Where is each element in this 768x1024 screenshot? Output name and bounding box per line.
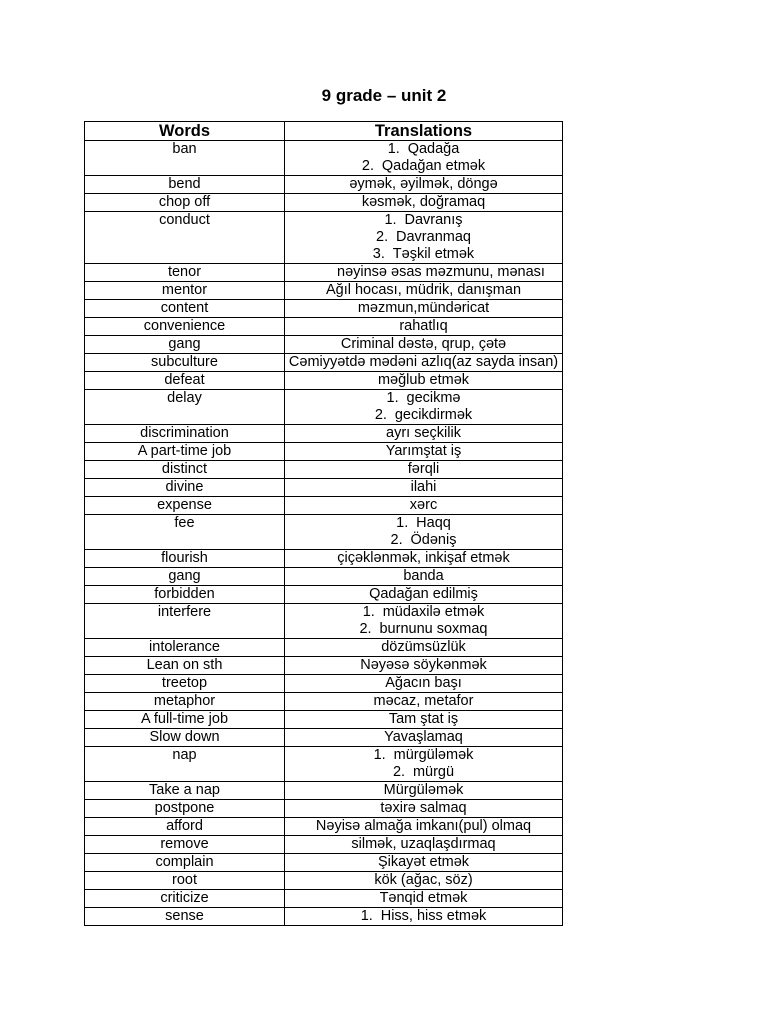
table-row bbox=[85, 747, 563, 782]
word-cell: complain bbox=[85, 854, 285, 872]
translation-text: mürgüləmək bbox=[393, 747, 474, 763]
table-row bbox=[85, 461, 563, 479]
translation-cell: rahatlıq bbox=[285, 318, 563, 336]
translation-cell: dözümsüzlük bbox=[285, 639, 563, 657]
translation-cell: xərc bbox=[285, 497, 563, 515]
table-row bbox=[85, 141, 563, 176]
word-cell: A full-time job bbox=[85, 711, 285, 729]
table-row bbox=[85, 497, 563, 515]
translation-cell bbox=[285, 390, 563, 425]
translation-cell: Yavaşlamaq bbox=[285, 729, 563, 747]
translation-text: Davranmaq bbox=[396, 229, 471, 245]
word-cell: postpone bbox=[85, 800, 285, 818]
table-row bbox=[85, 443, 563, 461]
translation-list-item bbox=[287, 390, 560, 407]
translation-cell: Cəmiyyətdə mədəni azlıq(az sayda insan) bbox=[285, 354, 563, 372]
word-cell: distinct bbox=[85, 461, 285, 479]
translation-cell: Ağacın başı bbox=[285, 675, 563, 693]
translation-cell: çiçəklənmək, inkişaf etmək bbox=[285, 550, 563, 568]
list-number: 1. bbox=[396, 515, 409, 531]
table-row bbox=[85, 872, 563, 890]
list-number: 2. bbox=[392, 764, 406, 780]
translation-cell: Nəyisə almağa imkanı(pul) olmaq bbox=[285, 818, 563, 836]
table-row bbox=[85, 212, 563, 264]
table-row bbox=[85, 800, 563, 818]
translation-cell: təxirə salmaq bbox=[285, 800, 563, 818]
table-row bbox=[85, 300, 563, 318]
translation-text: gecikdirmək bbox=[394, 407, 473, 423]
table-row bbox=[85, 782, 563, 800]
table-row bbox=[85, 176, 563, 194]
page-title: 9 grade – unit 2 bbox=[321, 86, 447, 105]
translation-list-item bbox=[287, 141, 560, 158]
table-row bbox=[85, 550, 563, 568]
table-row bbox=[85, 568, 563, 586]
translations-column-header: Translations bbox=[285, 122, 563, 141]
translation-text: Haqq bbox=[416, 515, 451, 531]
table-row bbox=[85, 264, 563, 282]
word-cell: mentor bbox=[85, 282, 285, 300]
translation-text: Hiss, hiss etmək bbox=[380, 908, 487, 924]
translation-cell: Ağıl hocası, müdrik, danışman bbox=[285, 282, 563, 300]
word-cell: delay bbox=[85, 390, 285, 425]
word-cell: root bbox=[85, 872, 285, 890]
table-row bbox=[85, 425, 563, 443]
word-cell: content bbox=[85, 300, 285, 318]
list-number: 2. bbox=[376, 229, 389, 245]
word-cell: defeat bbox=[85, 372, 285, 390]
list-number: 3. bbox=[372, 246, 385, 262]
translation-text: Təşkil etmək bbox=[392, 246, 475, 262]
translation-cell: banda bbox=[285, 568, 563, 586]
translation-list-item bbox=[287, 908, 560, 925]
list-number: 1. bbox=[386, 390, 399, 406]
word-cell: A part-time job bbox=[85, 443, 285, 461]
translation-text: Davranış bbox=[404, 212, 463, 228]
list-number: 1. bbox=[360, 908, 373, 924]
translation-list-item bbox=[287, 212, 560, 229]
word-cell: expense bbox=[85, 497, 285, 515]
translation-cell: Tənqid etmək bbox=[285, 890, 563, 908]
translation-text: Ödəniş bbox=[410, 532, 457, 548]
word-cell: chop off bbox=[85, 194, 285, 212]
word-cell: flourish bbox=[85, 550, 285, 568]
translation-text: burnunu soxmaq bbox=[379, 621, 488, 637]
translation-cell: Yarımştat iş bbox=[285, 443, 563, 461]
translation-cell: Nəyəsə söykənmək bbox=[285, 657, 563, 675]
word-cell: discrimination bbox=[85, 425, 285, 443]
word-cell: conduct bbox=[85, 212, 285, 264]
table-row bbox=[85, 908, 563, 926]
table-row bbox=[85, 729, 563, 747]
translation-cell bbox=[285, 908, 563, 926]
word-cell: metaphor bbox=[85, 693, 285, 711]
table-row bbox=[85, 890, 563, 908]
list-number: 2. bbox=[361, 158, 374, 174]
list-number: 1. bbox=[384, 212, 397, 228]
table-row bbox=[85, 318, 563, 336]
translation-cell: fərqli bbox=[285, 461, 563, 479]
table-row bbox=[85, 639, 563, 657]
list-number: 1. bbox=[362, 604, 375, 620]
words-column-header: Words bbox=[85, 122, 285, 141]
table-row bbox=[85, 336, 563, 354]
table-row bbox=[85, 818, 563, 836]
translation-cell: ilahi bbox=[285, 479, 563, 497]
list-number: 2. bbox=[390, 532, 403, 548]
table-row bbox=[85, 479, 563, 497]
word-cell: convenience bbox=[85, 318, 285, 336]
list-number: 1. bbox=[373, 747, 386, 763]
translation-cell bbox=[285, 141, 563, 176]
word-cell: bend bbox=[85, 176, 285, 194]
table-row bbox=[85, 586, 563, 604]
word-cell: nap bbox=[85, 747, 285, 782]
table-row bbox=[85, 675, 563, 693]
word-cell: Take a nap bbox=[85, 782, 285, 800]
word-cell: remove bbox=[85, 836, 285, 854]
translation-cell: məzmun,mündəricat bbox=[285, 300, 563, 318]
table-row bbox=[85, 657, 563, 675]
translation-list-item bbox=[287, 532, 560, 549]
list-number: 2. bbox=[359, 621, 372, 637]
table-row bbox=[85, 354, 563, 372]
word-cell: afford bbox=[85, 818, 285, 836]
table-header-row bbox=[85, 122, 563, 141]
translation-list-item bbox=[287, 407, 560, 424]
translation-list-item bbox=[287, 764, 560, 781]
translation-cell bbox=[285, 515, 563, 550]
translation-cell: silmək, uzaqlaşdırmaq bbox=[285, 836, 563, 854]
translation-cell bbox=[285, 212, 563, 264]
word-cell: intolerance bbox=[85, 639, 285, 657]
word-cell: sense bbox=[85, 908, 285, 926]
translation-list-item bbox=[287, 246, 560, 263]
translation-cell: əymək, əyilmək, döngə bbox=[285, 176, 563, 194]
translation-cell: məcaz, metafor bbox=[285, 693, 563, 711]
translation-list-item bbox=[287, 621, 560, 638]
word-cell: criticize bbox=[85, 890, 285, 908]
word-cell: interfere bbox=[85, 604, 285, 639]
list-number: 1. bbox=[387, 141, 400, 157]
translation-list-item bbox=[287, 604, 560, 621]
translation-cell: məğlub etmək bbox=[285, 372, 563, 390]
table-row bbox=[85, 282, 563, 300]
table-body bbox=[85, 141, 563, 926]
table-row bbox=[85, 372, 563, 390]
word-cell: tenor bbox=[85, 264, 285, 282]
list-number: 2. bbox=[374, 407, 387, 423]
table-row bbox=[85, 693, 563, 711]
table-row bbox=[85, 711, 563, 729]
translation-cell: Tam ştat iş bbox=[285, 711, 563, 729]
table-row bbox=[85, 390, 563, 425]
table-row bbox=[85, 194, 563, 212]
translation-cell bbox=[285, 747, 563, 782]
translation-cell: kök (ağac, söz) bbox=[285, 872, 563, 890]
translation-list-item bbox=[287, 747, 560, 764]
translation-text: Qadağan etmək bbox=[381, 158, 486, 174]
word-cell: Slow down bbox=[85, 729, 285, 747]
word-cell: fee bbox=[85, 515, 285, 550]
word-cell: gang bbox=[85, 568, 285, 586]
word-cell: treetop bbox=[85, 675, 285, 693]
translation-list-item bbox=[287, 515, 560, 532]
translation-text: Qadağa bbox=[407, 141, 460, 157]
table-row bbox=[85, 836, 563, 854]
word-cell: divine bbox=[85, 479, 285, 497]
table-row bbox=[85, 515, 563, 550]
translation-cell: nəyinsə əsas məzmunu, mənası bbox=[285, 264, 563, 282]
translation-text: gecikmə bbox=[406, 390, 461, 406]
translation-cell: ayrı seçkilik bbox=[285, 425, 563, 443]
word-cell: ban bbox=[85, 141, 285, 176]
translation-cell: Mürgüləmək bbox=[285, 782, 563, 800]
word-cell: Lean on sth bbox=[85, 657, 285, 675]
vocabulary-table bbox=[84, 121, 563, 926]
word-cell: subculture bbox=[85, 354, 285, 372]
translation-cell: Şikayət etmək bbox=[285, 854, 563, 872]
translation-text: müdaxilə etmək bbox=[382, 604, 485, 620]
translation-list-item bbox=[287, 229, 560, 246]
word-cell: forbidden bbox=[85, 586, 285, 604]
translation-cell: Criminal dəstə, qrup, çətə bbox=[285, 336, 563, 354]
translation-list-item bbox=[287, 158, 560, 175]
translation-text: mürgü bbox=[412, 764, 455, 780]
translation-cell: kəsmək, doğramaq bbox=[285, 194, 563, 212]
translation-cell: Qadağan edilmiş bbox=[285, 586, 563, 604]
table-row bbox=[85, 854, 563, 872]
word-cell: gang bbox=[85, 336, 285, 354]
translation-cell bbox=[285, 604, 563, 639]
table-row bbox=[85, 604, 563, 639]
